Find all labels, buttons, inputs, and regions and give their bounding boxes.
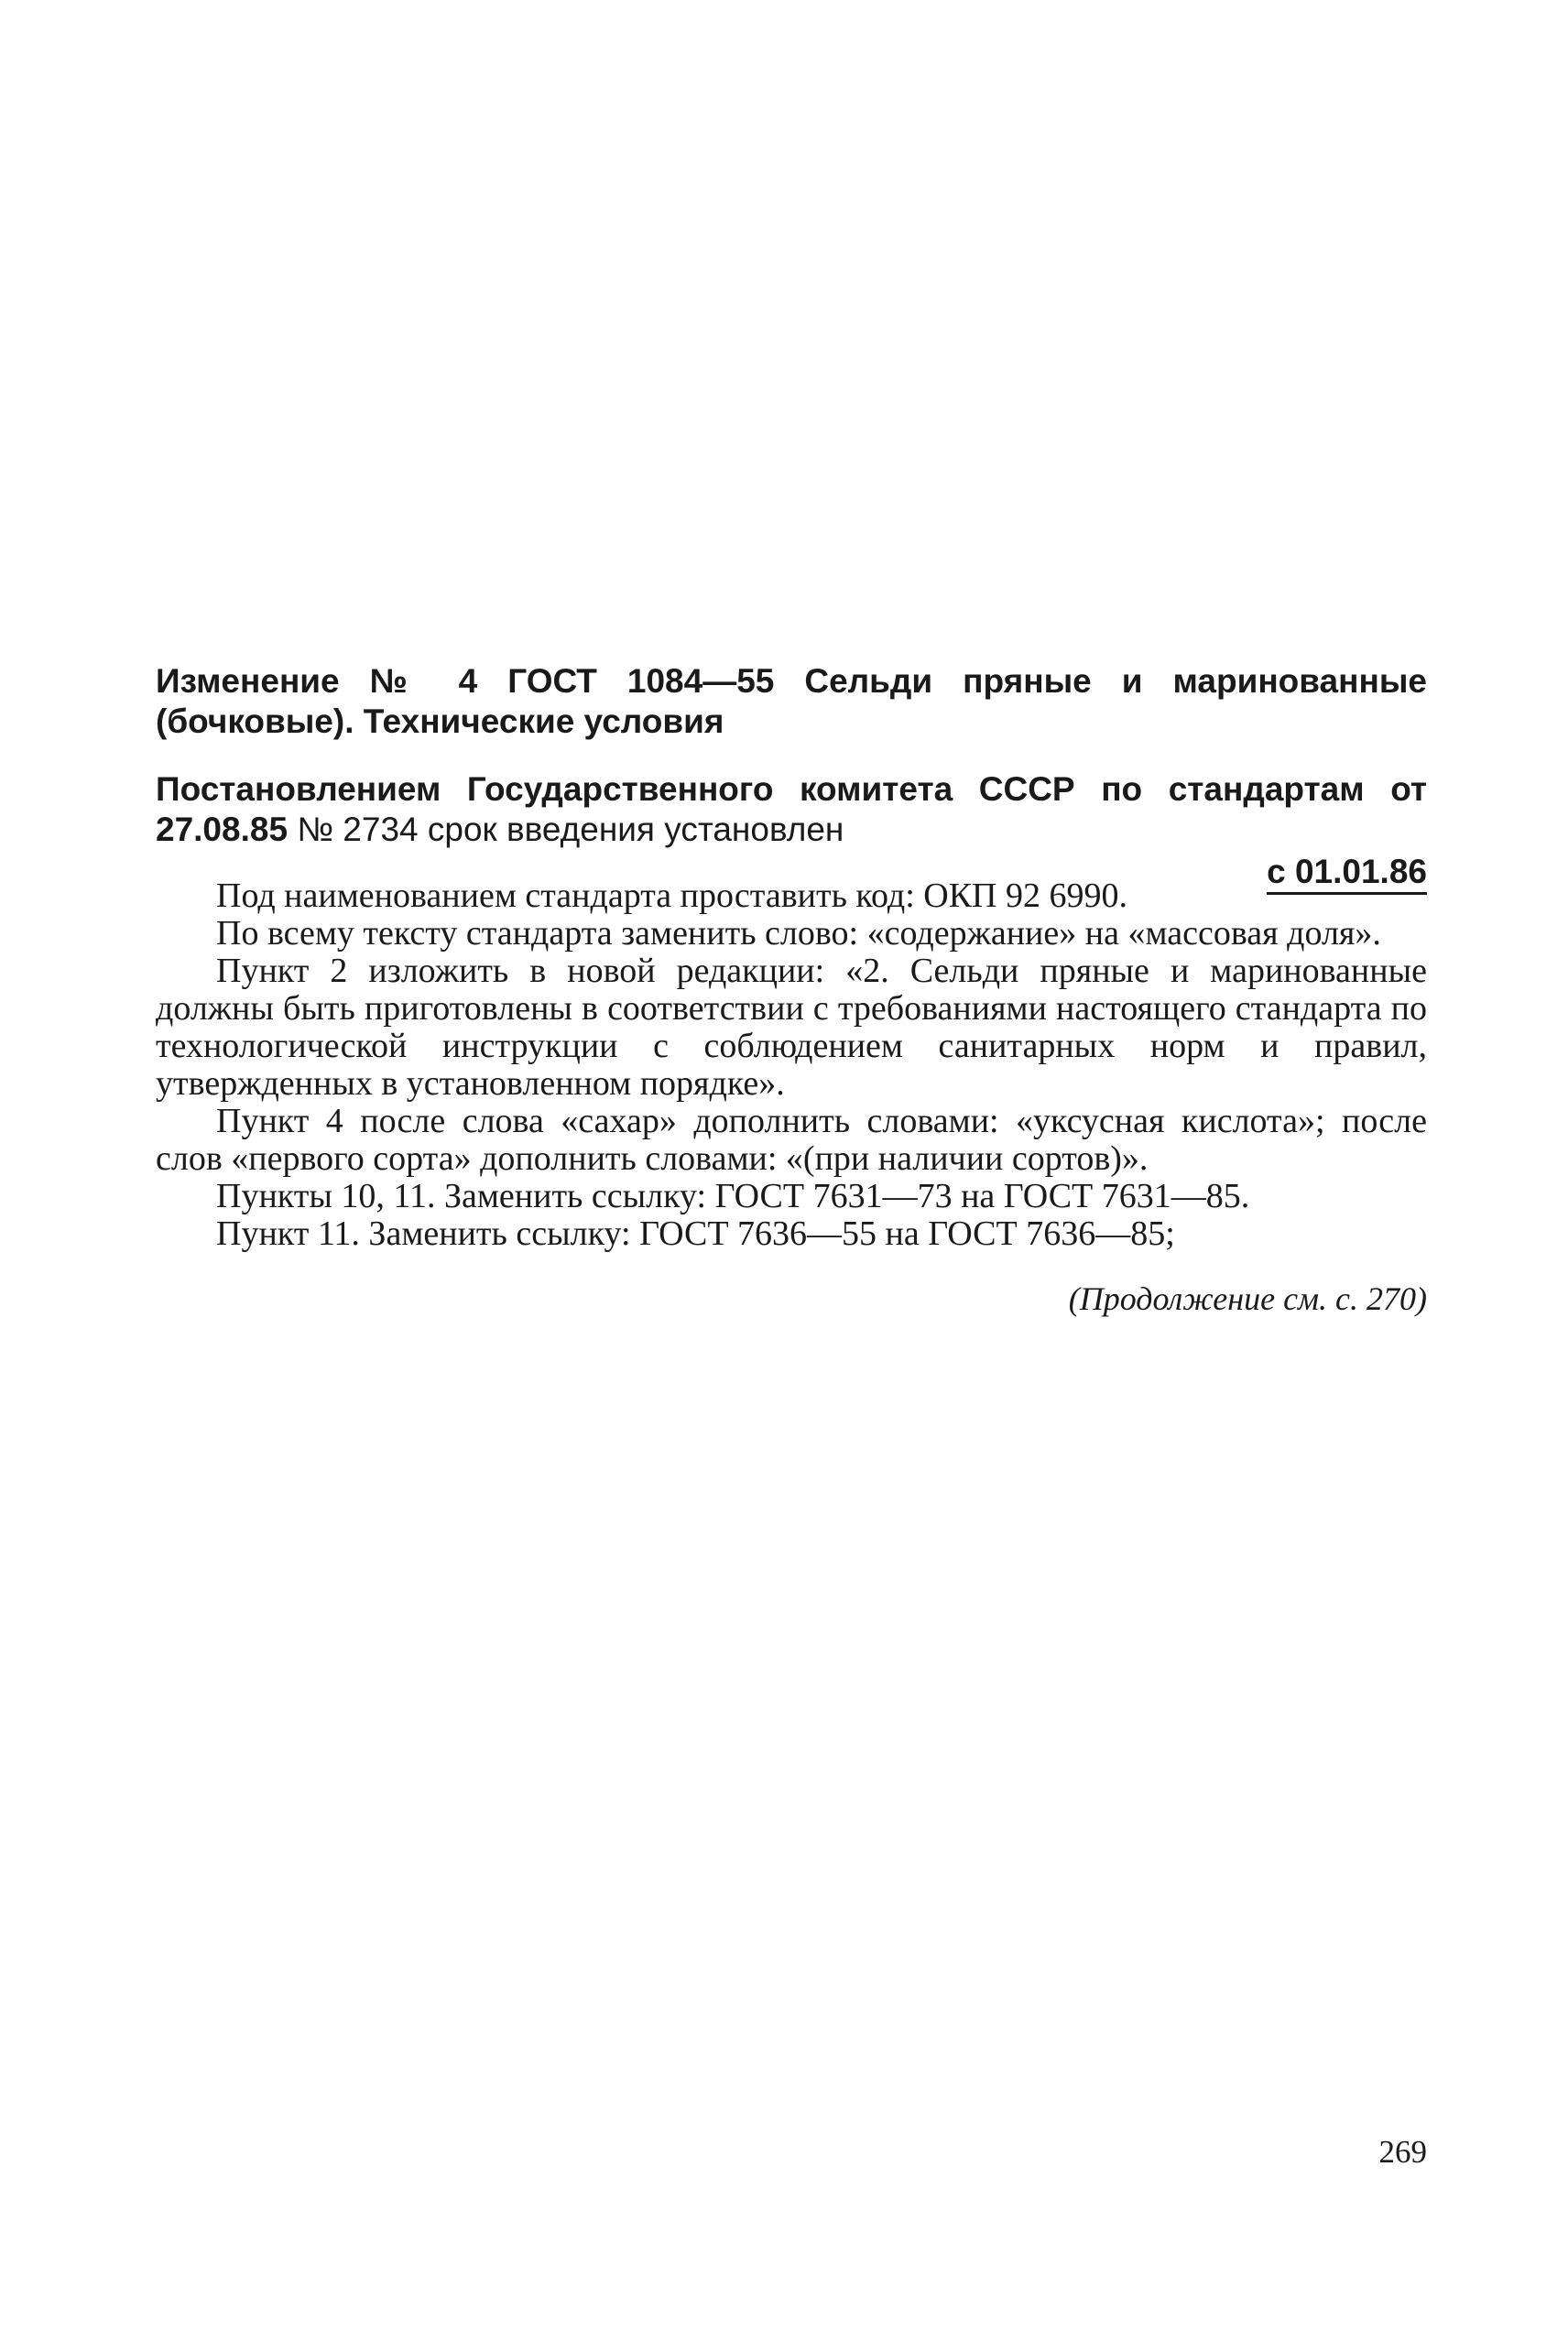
amendment-body <box>156 877 1427 1253</box>
decree-statement <box>156 769 1427 850</box>
decree-number-text: № 2734 срок введения установлен <box>297 811 844 848</box>
decree-text: Постановлением Государственного комитета СССР по стандартам от 27.08.85 <box>156 770 1427 848</box>
paragraph: Пункт 11. Заменить ссылку: ГОСТ 7636—55 на ГОСТ 7636—85; <box>216 1214 1175 1253</box>
page-number: 269 <box>1378 2134 1427 2170</box>
change-header <box>156 661 1427 892</box>
paragraph: Под наименованием стандарта проставить код: ОКП 92 6990. <box>216 876 1127 915</box>
paragraph: По всему тексту стандарта заменить слово: «содержание» на «массовая доля». <box>216 914 1381 953</box>
effective-date-value: с 01.01.86 <box>1267 853 1427 895</box>
paragraph: Пункт 2 изложить в новой редакции: «2. Сельди пряные и маринованные должны быть приготовлены в соответствии с требованиями настоящего стандарта по технологической инструкции с соблюдением санитарных норм и правил, утвержденных в установленном порядке». <box>156 952 1427 1103</box>
change-title: Изменение № 4 ГОСТ 1084—55 Сельди пряные и маринованные (бочковые). Технические условия <box>156 662 1427 740</box>
paragraph: Пункт 4 после слова «сахар» дополнить словами: «уксусная кислота»; после слов «первого сорта» дополнить словами: «(при наличии сортов)». <box>156 1102 1427 1178</box>
paragraph: Пункты 10, 11. Заменить ссылку: ГОСТ 7631—73 на ГОСТ 7631—85. <box>216 1177 1250 1215</box>
continuation-note: (Продолжение см. с. 270) <box>1068 1280 1427 1317</box>
